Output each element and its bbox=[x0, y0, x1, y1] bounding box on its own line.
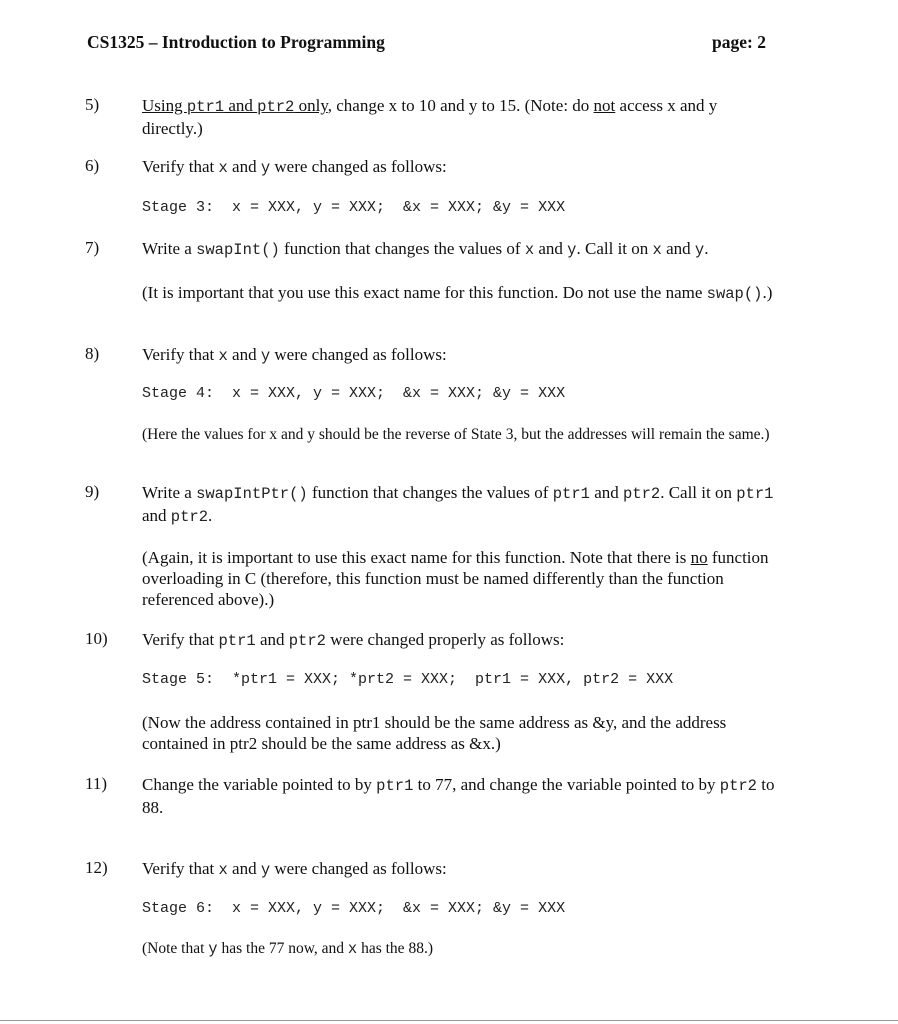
course-title: CS1325 – Introduction to Programming bbox=[87, 32, 385, 52]
code-ptr1: ptr1 bbox=[376, 777, 414, 795]
item-8-note: (Here the values for x and y should be the reverse of State 3, but the addresses will remain the same.) bbox=[142, 426, 770, 443]
text: and bbox=[661, 239, 695, 258]
code-ptr2: ptr2 bbox=[288, 632, 326, 650]
code-ptr1: ptr1 bbox=[218, 632, 256, 650]
text: and bbox=[227, 345, 261, 364]
code-ptr1: ptr1 bbox=[736, 485, 774, 503]
code-y: y bbox=[694, 241, 705, 259]
text: . bbox=[704, 239, 709, 258]
item-9-text bbox=[142, 482, 782, 528]
text: function that changes the values of bbox=[279, 239, 525, 258]
item-5-underlined-1: Using bbox=[142, 96, 187, 115]
text: Verify that bbox=[142, 859, 219, 878]
item-5-text bbox=[142, 95, 782, 139]
item-5-underlined-2: and bbox=[224, 96, 258, 115]
code-swap: swap() bbox=[706, 285, 763, 303]
code-y: y bbox=[208, 940, 218, 958]
item-10-text bbox=[142, 629, 782, 652]
text: Change the variable pointed to by bbox=[142, 775, 377, 794]
code-y: y bbox=[260, 861, 271, 879]
item-number-7: 7) bbox=[85, 238, 100, 257]
code-ptr2: ptr2 bbox=[622, 485, 661, 503]
text: were changed as follows: bbox=[270, 859, 447, 878]
item-6-text bbox=[142, 156, 782, 179]
stage-6-output: Stage 6: x = XXX, y = XXX; &x = XXX; &y = XXX bbox=[142, 900, 566, 917]
text: has the 77 now, and bbox=[217, 940, 348, 957]
text: and bbox=[142, 506, 171, 525]
item-5-underlined-3: only bbox=[294, 96, 328, 115]
text: Verify that bbox=[142, 157, 219, 176]
item-8-text bbox=[142, 344, 782, 367]
text: (Again, it is important to use this exact name for this function. Note that there is bbox=[142, 548, 691, 567]
text: Write a bbox=[142, 239, 197, 258]
text: . bbox=[208, 506, 213, 525]
item-5-text-2: access x and y directly.) bbox=[142, 96, 718, 138]
text: Write a bbox=[142, 483, 197, 502]
code-x: x bbox=[218, 159, 228, 177]
text: .) bbox=[762, 283, 773, 302]
item-number-10: 10) bbox=[85, 629, 108, 648]
code-ptr2: ptr2 bbox=[257, 98, 295, 116]
underlined-no: no bbox=[690, 548, 708, 567]
page-bottom-rule bbox=[0, 1020, 898, 1021]
code-x: x bbox=[218, 861, 228, 879]
code-ptr1: ptr1 bbox=[552, 485, 590, 503]
code-swapintptr: swapIntPtr() bbox=[196, 485, 308, 503]
text: to 88. bbox=[142, 775, 775, 817]
text: and bbox=[589, 483, 623, 502]
text: and bbox=[534, 239, 568, 258]
text: and bbox=[227, 157, 261, 176]
item-9-note bbox=[142, 547, 782, 610]
code-y: y bbox=[567, 241, 577, 259]
item-12-note bbox=[142, 938, 782, 960]
text: (Note that bbox=[142, 940, 209, 957]
code-swapint: swapInt() bbox=[196, 241, 280, 259]
text: and bbox=[227, 859, 261, 878]
code-x: x bbox=[524, 241, 535, 259]
stage-4-output: Stage 4: x = XXX, y = XXX; &x = XXX; &y = XXX bbox=[142, 385, 566, 402]
code-x: x bbox=[652, 241, 662, 259]
text: . Call it on bbox=[576, 239, 653, 258]
code-ptr2: ptr2 bbox=[719, 777, 757, 795]
text: were changed as follows: bbox=[270, 157, 447, 176]
item-12-text bbox=[142, 858, 782, 881]
stage-5-output: Stage 5: *ptr1 = XXX; *prt2 = XXX; ptr1 = XXX, ptr2 = XXX bbox=[142, 671, 674, 688]
text: function that changes the values of bbox=[307, 483, 553, 502]
text: function overloading in C (therefore, this function must be named differently than the function referenced above).) bbox=[142, 548, 769, 609]
item-5-text-1: , change x to 10 and y to 15. (Note: do bbox=[327, 96, 594, 115]
code-ptr2: ptr2 bbox=[170, 508, 209, 526]
item-7-note bbox=[142, 282, 782, 305]
item-10-note: (Now the address contained in ptr1 should be the same address as &y, and the address contained in ptr2 should be the same address as &x.) bbox=[142, 713, 727, 753]
code-y: y bbox=[260, 347, 271, 365]
item-11-text bbox=[142, 774, 782, 818]
code-x: x bbox=[218, 347, 228, 365]
page-number: page: 2 bbox=[712, 32, 766, 52]
text: Verify that bbox=[142, 345, 219, 364]
item-5-not: not bbox=[593, 96, 616, 115]
text: has the 88.) bbox=[357, 940, 433, 957]
item-7-text bbox=[142, 238, 782, 261]
text: to 77, and change the variable pointed to by bbox=[413, 775, 720, 794]
code-ptr1: ptr1 bbox=[186, 98, 225, 116]
text: (It is important that you use this exact name for this function. Do not use the name bbox=[142, 283, 707, 302]
stage-3-output: Stage 3: x = XXX, y = XXX; &x = XXX; &y = XXX bbox=[142, 199, 566, 216]
code-x: x bbox=[347, 940, 358, 958]
item-number-11: 11) bbox=[85, 774, 108, 793]
text: Verify that bbox=[142, 630, 219, 649]
text: and bbox=[255, 630, 289, 649]
text: . Call it on bbox=[660, 483, 737, 502]
item-number-6: 6) bbox=[85, 156, 100, 175]
item-number-8: 8) bbox=[85, 344, 100, 363]
item-number-9: 9) bbox=[85, 482, 100, 501]
item-number-5: 5) bbox=[85, 95, 100, 114]
item-number-12: 12) bbox=[85, 858, 108, 877]
text: were changed as follows: bbox=[270, 345, 447, 364]
text: were changed properly as follows: bbox=[325, 630, 565, 649]
code-y: y bbox=[260, 159, 271, 177]
